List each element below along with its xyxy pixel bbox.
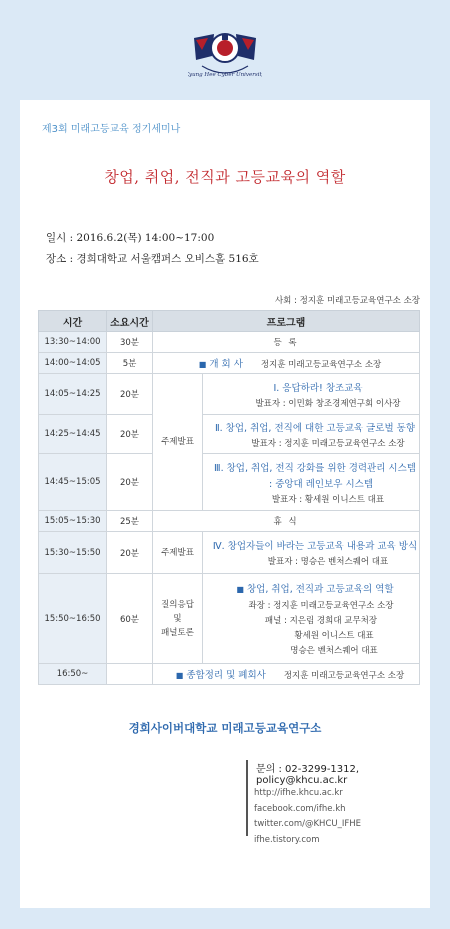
duration-cell: 5분	[107, 353, 153, 374]
schedule-table	[38, 310, 420, 685]
institute-name: 경희사이버대학교 미래고등교육연구소	[128, 721, 322, 735]
program-speaker: 발표자 : 이민화 창조경제연구회 이사장	[255, 398, 401, 409]
program-speaker: 발표자 : 황세원 이니스트 대표	[271, 494, 385, 505]
time-cell: 14:00~14:05	[39, 353, 107, 374]
category-cell	[153, 574, 203, 664]
category-cell: 주제발표	[153, 532, 203, 574]
time-cell: 14:05~14:25	[39, 374, 107, 415]
table-header-row	[39, 311, 420, 332]
invitation-card	[20, 100, 430, 908]
program-title: Ⅲ. 창업, 취업, 전직 강화를 위한 경력관리 시스템	[214, 462, 416, 474]
twitter-link[interactable]: twitter.com/@KHCU_IFHE	[254, 819, 362, 829]
time-cell: 14:45~15:05	[39, 454, 107, 511]
duration-cell: 30분	[107, 332, 153, 353]
category-line: 질의응답	[161, 599, 194, 610]
panel-chair: 좌장 : 정지훈 미래고등교육연구소 소장	[248, 601, 394, 611]
program-cell: 휴 식	[153, 511, 420, 532]
program-speaker: 정지훈 미래고등교육연구소 소장	[260, 360, 382, 370]
program-cell: 등 록	[153, 332, 420, 353]
table-row	[39, 374, 420, 415]
duration-cell	[107, 664, 153, 685]
program-cell	[203, 415, 420, 454]
table-row	[39, 353, 420, 374]
program-cell	[203, 454, 420, 511]
event-place: 장소 : 경희대학교 서울캠퍼스 오비스홀 516호	[46, 253, 259, 265]
category-line: 패널토론	[161, 627, 194, 638]
square-bullet-icon: ■	[175, 671, 184, 680]
seminar-label: 제3회 미래고등교육 정기세미나	[42, 124, 181, 135]
program-speaker: 정지훈 미래고등교육연구소 소장	[283, 671, 405, 681]
program-cell	[203, 532, 420, 574]
table-row	[39, 532, 420, 574]
time-cell: 15:50~16:50	[39, 574, 107, 664]
time-cell: 13:30~14:00	[39, 332, 107, 353]
header-program: 프로그램	[153, 311, 420, 332]
category-cell: 주제발표	[153, 374, 203, 511]
facebook-link[interactable]: facebook.com/ifhe.kh	[254, 803, 346, 814]
table-row	[39, 332, 420, 353]
links-list	[254, 786, 361, 848]
page-title: 창업, 취업, 전직과 고등교육의 역할	[104, 168, 346, 186]
program-title: 창업, 취업, 전직과 고등교육의 역할	[246, 584, 394, 595]
program-cell	[203, 574, 420, 664]
table-row	[39, 664, 420, 685]
program-title: Ⅰ. 응답하라! 창조교육	[273, 382, 363, 394]
event-date: 일시 : 2016.6.2(목) 14:00~17:00	[46, 232, 215, 244]
duration-cell: 20분	[107, 532, 153, 574]
contact-line: 문의 : 02-3299-1312, policy@khcu.ac.kr	[256, 764, 360, 786]
category-line: 및	[173, 613, 182, 624]
square-bullet-icon: ■	[236, 585, 244, 594]
program-speaker: 발표자 : 명승은 벤처스퀘어 대표	[267, 557, 389, 567]
blog-link[interactable]: ifhe.tistory.com	[254, 834, 320, 845]
duration-cell: 20분	[107, 374, 153, 415]
header-time: 시간	[39, 311, 107, 332]
university-logo	[188, 26, 262, 88]
table-row	[39, 454, 420, 511]
time-cell: 16:50~	[39, 664, 107, 685]
program-cell	[203, 374, 420, 415]
website-link[interactable]: http://ifhe.khcu.ac.kr	[254, 788, 343, 798]
duration-cell: 20분	[107, 454, 153, 511]
panel-member: 황세원 이니스트 대표	[294, 631, 374, 641]
time-cell: 15:30~15:50	[39, 532, 107, 574]
panel-member: 패널 : 지은림 경희대 교무처장	[264, 616, 378, 626]
square-bullet-icon: ■	[198, 360, 207, 369]
host-line: 사회 : 정지훈 미래고등교육연구소 소장	[274, 296, 420, 306]
time-cell: 15:05~15:30	[39, 511, 107, 532]
duration-cell: 60분	[107, 574, 153, 664]
logo-lettering: Kyung Hee Cyber University	[188, 72, 262, 78]
program-cell	[153, 664, 420, 685]
time-cell: 14:25~14:45	[39, 415, 107, 454]
duration-cell: 20분	[107, 415, 153, 454]
program-title: 종합정리 및 폐회사	[186, 670, 266, 681]
panel-member: 명승은 벤처스퀘어 대표	[290, 646, 378, 656]
program-title: Ⅳ. 창업자들이 바라는 고등교육 내용과 교육 방식	[212, 541, 418, 552]
table-row	[39, 574, 420, 664]
table-row	[39, 511, 420, 532]
program-cell	[153, 353, 420, 374]
program-speaker: 발표자 : 정지훈 미래고등교육연구소 소장	[251, 438, 405, 449]
program-title: Ⅱ. 창업, 취업, 전직에 대한 고등교육 글로벌 동향	[214, 422, 416, 434]
duration-cell: 25분	[107, 511, 153, 532]
program-subtitle: : 중앙대 레인보우 시스템	[268, 478, 374, 490]
program-title: 개 회 사	[209, 359, 243, 370]
header-duration: 소요시간	[107, 311, 153, 332]
table-row	[39, 415, 420, 454]
